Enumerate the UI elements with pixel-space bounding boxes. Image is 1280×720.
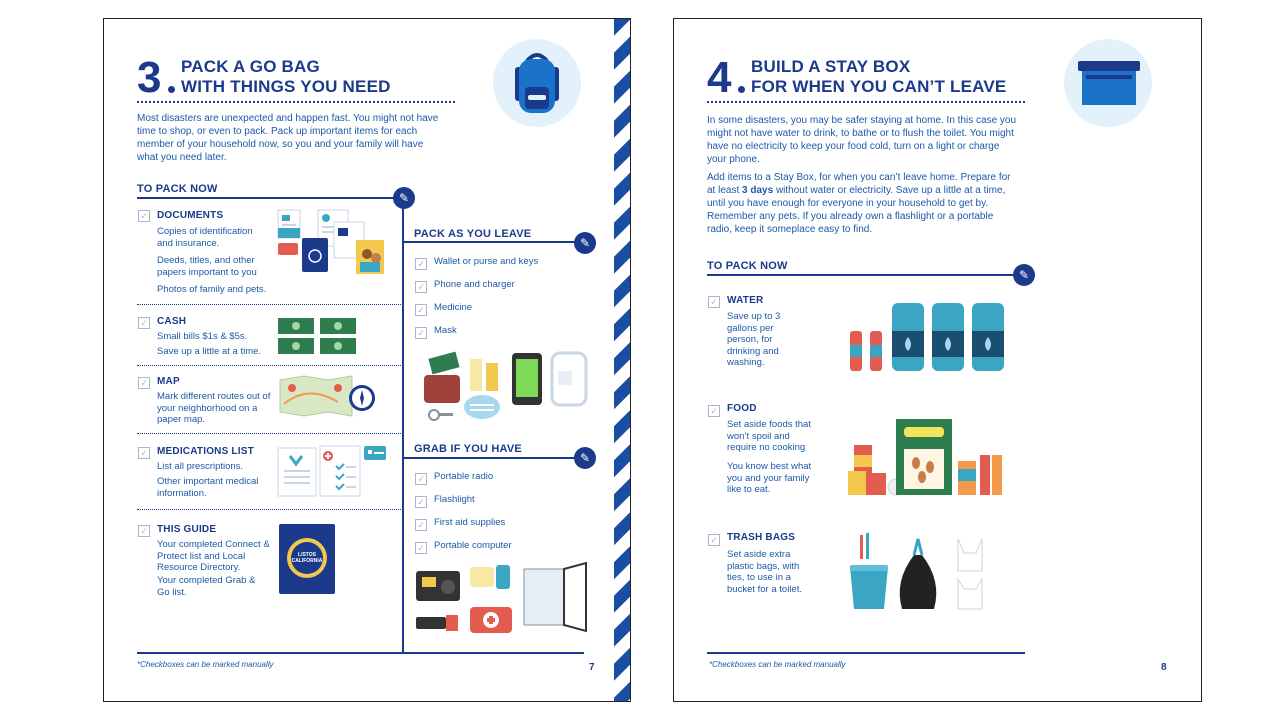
footnote: *Checkboxes can be marked manually	[137, 660, 274, 669]
item-text-food-1: Set aside foods that won’t spoil and require no cooking	[727, 419, 811, 453]
title-underline	[137, 101, 455, 103]
checkbox-medicine[interactable]: ✓	[415, 304, 427, 316]
title-underline	[707, 101, 1025, 103]
intro-paragraph-2	[707, 171, 1021, 236]
item-divider	[137, 433, 401, 434]
page-number: 8	[1161, 662, 1167, 673]
pack-as-you-leave-heading: PACK AS YOU LEAVE	[414, 228, 532, 240]
to-pack-now-rule	[707, 274, 1017, 276]
checkbox-first-aid[interactable]: ✓	[415, 519, 427, 531]
to-pack-now-heading: TO PACK NOW	[707, 260, 788, 272]
pack-as-you-leave-rule	[403, 241, 583, 243]
page-8	[673, 18, 1202, 702]
pencil-icon: ✎	[574, 447, 596, 469]
pencil-icon: ✎	[574, 232, 596, 254]
item-text-medications-2: Other important medical information.	[157, 476, 259, 499]
page-number: 7	[589, 662, 595, 673]
item-title-trash-bags: TRASH BAGS	[727, 532, 796, 543]
trash-bags-illustration	[846, 531, 1008, 613]
item-text-documents-2: Deeds, titles, and other papers important to you	[157, 255, 257, 278]
leave-items-illustration	[420, 349, 590, 427]
pencil-icon: ✎	[393, 187, 415, 209]
striped-border	[614, 19, 630, 701]
pencil-icon: ✎	[1013, 264, 1035, 286]
checkbox-medications-list[interactable]: ✓	[138, 447, 150, 459]
checkbox-food[interactable]: ✓	[708, 405, 720, 417]
leave-item-wallet: Wallet or purse and keys	[434, 256, 539, 267]
section-number: 4	[707, 53, 732, 102]
page-7	[103, 18, 631, 702]
item-title-this-guide: THIS GUIDE	[157, 524, 217, 535]
grab-if-you-have-heading: GRAB IF YOU HAVE	[414, 443, 522, 455]
item-text-guide-2: Your completed Grab & Go list.	[157, 575, 256, 598]
footnote: *Checkboxes can be marked manually	[709, 660, 846, 669]
number-dot	[738, 86, 745, 93]
checkbox-computer[interactable]: ✓	[415, 542, 427, 554]
leave-item-medicine: Medicine	[434, 302, 473, 313]
documents-illustration	[276, 208, 388, 276]
item-title-medications-list: MEDICATIONS LIST	[157, 446, 254, 457]
intro-paragraph: Most disasters are unexpected and happen fast. You might not have time to shop, or even to pack. Pack up important items for each member of your household now, so you and your family will have what you need later.	[137, 113, 439, 163]
intro-paragraph-1: In some disasters, you may be safer staying at home. In this case you might not have water to drink, to bathe or to flush the toilet. You might have no electricity to keep your food cold, turn on a light or charge your phone.	[707, 115, 1017, 165]
column-divider	[402, 208, 404, 652]
checkbox-this-guide[interactable]: ✓	[138, 525, 150, 537]
section-title-line1: BUILD A STAY BOX	[751, 57, 911, 76]
item-text-documents-1: Copies of identification and insurance.	[157, 226, 253, 249]
section-number: 3	[137, 53, 162, 102]
checkbox-map[interactable]: ✓	[138, 377, 150, 389]
checkbox-wallet[interactable]: ✓	[415, 258, 427, 270]
checkbox-radio[interactable]: ✓	[415, 473, 427, 485]
listos-badge-text: LISTOS CALIFORNIA	[291, 542, 323, 574]
stay-box-icon	[1076, 59, 1142, 107]
item-title-map: MAP	[157, 376, 180, 387]
checkbox-trash-bags[interactable]: ✓	[708, 534, 720, 546]
listos-badge	[287, 538, 327, 578]
item-text-documents-3: Photos of family and pets.	[157, 284, 267, 295]
item-divider	[137, 509, 401, 510]
item-title-water: WATER	[727, 295, 764, 306]
item-divider	[137, 304, 401, 305]
checkbox-cash[interactable]: ✓	[138, 317, 150, 329]
checkbox-mask[interactable]: ✓	[415, 327, 427, 339]
to-pack-now-rule	[137, 197, 402, 199]
checkbox-documents[interactable]: ✓	[138, 210, 150, 222]
number-dot	[168, 86, 175, 93]
item-divider	[137, 365, 401, 366]
section-title-line2: FOR WHEN YOU CAN’T LEAVE	[751, 77, 1007, 96]
cash-illustration	[278, 316, 358, 356]
backpack-icon	[509, 51, 565, 117]
item-text-cash-1: Small bills $1s & $5s.	[157, 331, 248, 342]
intro-2-bold: 3 days	[742, 185, 774, 196]
item-text-trash-bags: Set aside extra plastic bags, with ties, to use in a bucket for a toilet.	[727, 549, 802, 595]
leave-item-phone: Phone and charger	[434, 279, 515, 290]
footer-rule	[137, 652, 584, 654]
item-text-water: Save up to 3 gallons per person, for drinking and washing.	[727, 311, 781, 368]
footer-rule	[707, 652, 1025, 654]
grab-if-you-have-rule	[403, 457, 583, 459]
item-text-cash-2: Save up a little at a time.	[157, 346, 262, 357]
food-illustration	[846, 415, 1008, 499]
item-text-map: Mark different routes out of your neighborhood on a paper map.	[157, 391, 271, 425]
checkbox-water[interactable]: ✓	[708, 296, 720, 308]
item-title-documents: DOCUMENTS	[157, 210, 224, 221]
intro-2-part2: without water or electricity. Save up a little at a time, until you have enough for everyone in your household to get by. Remember any pets. If you already own a flashlight or a portable radio, keep it someplace easy to find.	[707, 185, 1006, 235]
leave-item-mask: Mask	[434, 325, 457, 336]
intro-2-part1: Add items to a Stay Box, for when you can’t leave home. Prepare for at least	[707, 172, 1011, 196]
item-text-food-2: You know best what you and your family like to eat.	[727, 461, 812, 495]
map-illustration	[278, 374, 378, 418]
item-title-cash: CASH	[157, 316, 187, 327]
grab-item-flashlight: Flashlight	[434, 494, 475, 505]
item-title-food: FOOD	[727, 403, 757, 414]
grab-item-computer: Portable computer	[434, 540, 512, 551]
to-pack-now-heading: TO PACK NOW	[137, 183, 218, 195]
medications-illustration	[276, 444, 388, 500]
section-title-line1: PACK A GO BAG	[181, 57, 320, 76]
section-title-line2: WITH THINGS YOU NEED	[181, 77, 391, 96]
checkbox-phone[interactable]: ✓	[415, 281, 427, 293]
item-text-medications-1: List all prescriptions.	[157, 461, 244, 472]
water-illustration	[846, 301, 1008, 373]
guide-booklet-illustration	[279, 524, 335, 594]
grab-item-first-aid: First aid supplies	[434, 517, 506, 528]
checkbox-flashlight[interactable]: ✓	[415, 496, 427, 508]
grab-item-radio: Portable radio	[434, 471, 494, 482]
item-text-guide-1: Your completed Connect & Protect list and Local Resource Directory.	[157, 539, 270, 573]
grab-items-illustration	[414, 561, 590, 635]
